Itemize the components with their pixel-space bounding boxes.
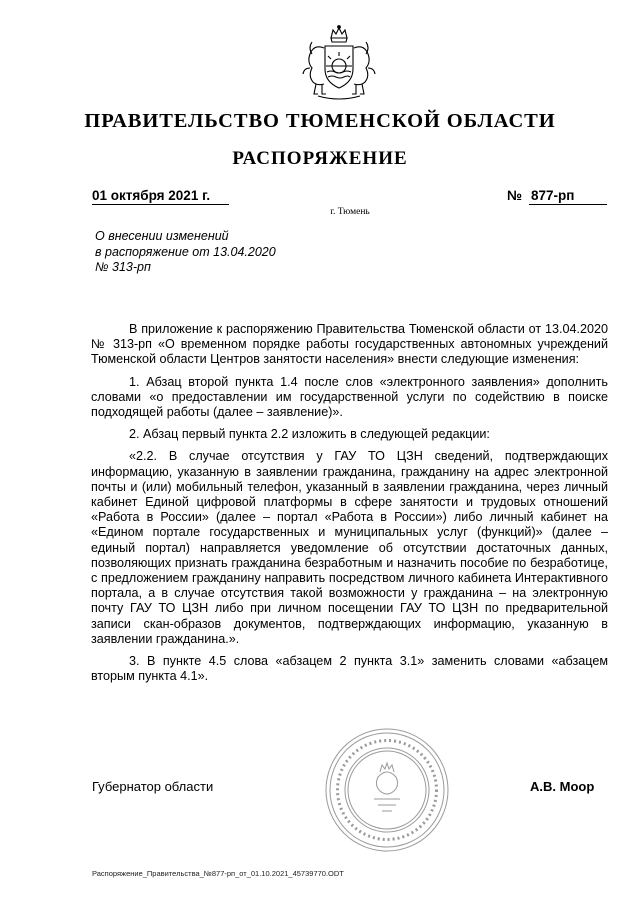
document-body bbox=[91, 322, 608, 691]
document-date: 01 октября 2021 г. bbox=[92, 188, 229, 205]
body-intro: В приложение к распоряжению Правительства Тюменской области от 13.04.2020 № 313-рп «О временном порядке работы государственных автономных учреждений Тюменской области Центров занятости населения» внести следующие изменения: bbox=[91, 322, 608, 367]
document-footer-filename: Распоряжение_Правительства_№877-рп_от_01.10.2021_45739770.ODT bbox=[92, 869, 344, 878]
number-sign: № bbox=[507, 188, 523, 203]
body-item-1: 1. Абзац второй пункта 1.4 после слов «электронного заявления» дополнить словами «о предоставлении им государственной услуги по содействию в поиске подходящей работы (далее – заявление)». bbox=[91, 374, 608, 420]
document-subject bbox=[95, 229, 355, 276]
body-item-3: 3. В пункте 4.5 слова «абзацем 2 пункта 3.1» заменить словами «абзацем вторым пункта 4.1». bbox=[91, 654, 608, 684]
document-number: 877-рп bbox=[529, 188, 607, 205]
body-item-2: 2. Абзац первый пункта 2.2 изложить в следующей редакции: bbox=[129, 427, 490, 442]
body-item-2-text: «2.2. В случае отсутствия у ГАУ ТО ЦЗН сведений, подтверждающих информацию, указанную в заявлении гражданина, гражданину на адрес электронной почты и (или) мобильный телефон, указанный в заявлении гражданина, через личный кабинет Единой цифровой платформы в сфере занятости и трудовых отношений «Работа в России» (далее – портал «Работа в России») либо личный кабинет на «Едином портале государственных и муниципальных услуг (функций)» (далее – единый портал) направляется уведомление об отсутствии достаточных данных, позволяющих признать гражданина безработным и назначить пособие по безработице, с предложением гражданину направить посредством личного кабинета Интерактивного портала, а в случае отсутствия такой возможности у гражданина – на электронную почту ГАУ ТО ЦЗН либо при личном посещении ГАУ ТО ЦЗН по предварительной записи скан-образов документов, подтверждающих информацию, указанную в заявлении гражданина.». bbox=[91, 449, 608, 646]
signer-name: А.В. Моор bbox=[530, 779, 595, 794]
document-number-block bbox=[507, 188, 605, 204]
government-title: ПРАВИТЕЛЬСТВО ТЮМЕНСКОЙ ОБЛАСТИ bbox=[84, 110, 556, 132]
subject-line: О внесении изменений bbox=[95, 229, 229, 243]
coat-of-arms-icon bbox=[298, 24, 380, 102]
official-seal-icon bbox=[324, 727, 450, 853]
document-type: РАСПОРЯЖЕНИЕ bbox=[232, 148, 408, 169]
subject-line: № 313-рп bbox=[95, 260, 151, 274]
signer-role: Губернатор области bbox=[92, 779, 214, 794]
subject-line: в распоряжение от 13.04.2020 bbox=[95, 244, 276, 259]
document-city: г. Тюмень bbox=[330, 207, 370, 217]
